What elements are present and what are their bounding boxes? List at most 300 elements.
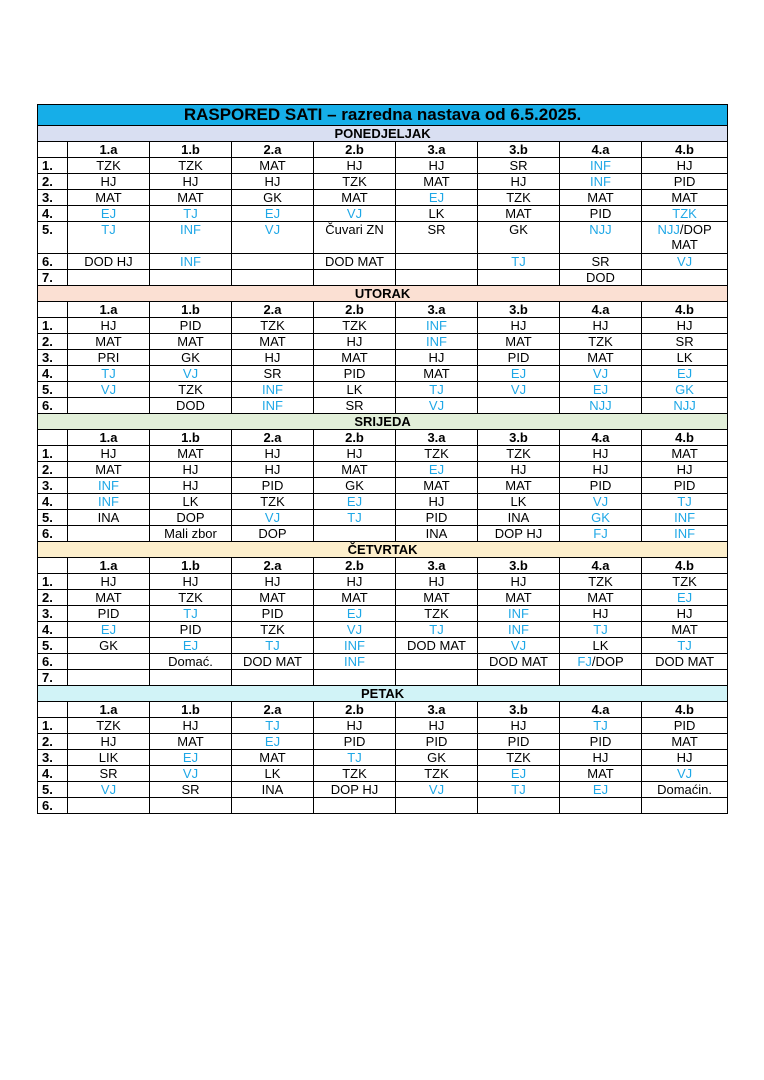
period-row [38, 334, 728, 350]
subject-text: HJ [428, 574, 445, 589]
lesson-cell [642, 526, 728, 542]
lesson-cell [478, 654, 560, 670]
subject-text: HJ [676, 606, 693, 621]
subject-text: TZK [96, 158, 121, 173]
subject-text: TZK [342, 174, 367, 189]
lesson-cell [642, 254, 728, 270]
lesson-cell [642, 798, 728, 814]
period-row [38, 590, 728, 606]
period-row [38, 798, 728, 814]
subject-text: PID [425, 734, 448, 749]
lesson-cell [560, 606, 642, 622]
subject-text: PID [261, 478, 284, 493]
lesson-cell [314, 270, 396, 286]
lesson-cell [478, 574, 560, 590]
subject-text: TZK [424, 606, 449, 621]
period-row [38, 494, 728, 510]
day-name: PONEDJELJAK [38, 126, 728, 142]
lesson-cell [150, 734, 232, 750]
subject-text: DOD MAT [243, 654, 302, 669]
subject-text: SR [591, 254, 610, 269]
lesson-cell [232, 670, 314, 686]
subject-text: PID [507, 350, 530, 365]
class-header: 1.b [150, 558, 232, 574]
subject-text: EJ [592, 382, 609, 397]
subject-text: MAT [259, 158, 286, 173]
lesson-cell [396, 462, 478, 478]
lesson-cell [150, 718, 232, 734]
subject-text: DOP [176, 510, 205, 525]
lesson-cell [68, 606, 150, 622]
subject-text: PID [343, 734, 366, 749]
subject-text: TZK [588, 574, 613, 589]
subject-text: HJ [346, 334, 363, 349]
period-number: 4. [38, 366, 68, 382]
class-header-row [38, 558, 728, 574]
subject-text: HJ [592, 750, 609, 765]
lesson-cell [232, 718, 314, 734]
lesson-cell [150, 206, 232, 222]
subject-text: MAT [259, 750, 286, 765]
subject-text: EJ [592, 782, 609, 797]
subject-text: MAT [259, 334, 286, 349]
lesson-cell [642, 382, 728, 398]
lesson-cell [478, 766, 560, 782]
lesson-cell [478, 318, 560, 334]
subject-text: NJJ [589, 398, 612, 413]
lesson-cell [232, 654, 314, 670]
lesson-cell [68, 334, 150, 350]
lesson-cell [396, 782, 478, 798]
lesson-cell [150, 526, 232, 542]
subject-text: HJ [264, 350, 281, 365]
lesson-cell [232, 574, 314, 590]
class-header: 2.b [314, 558, 396, 574]
period-number: 4. [38, 494, 68, 510]
subject-text: TZK [260, 494, 285, 509]
subject-text: TJ [347, 750, 362, 765]
subject-text: MAT [341, 590, 368, 605]
lesson-cell [314, 718, 396, 734]
lesson-cell [68, 638, 150, 654]
period-row [38, 734, 728, 750]
period-number: 1. [38, 446, 68, 462]
lesson-cell [314, 350, 396, 366]
subject-text: HJ [510, 174, 527, 189]
subject-text: GK [427, 750, 446, 765]
period-row [38, 574, 728, 590]
subject-text: HJ [510, 718, 527, 733]
subject-text: TZK [424, 446, 449, 461]
subject-text: TZK [260, 318, 285, 333]
subject-text: EJ [182, 638, 199, 653]
class-header: 3.a [396, 302, 478, 318]
subject-text: MAT [423, 366, 450, 381]
subject-text: HJ [264, 446, 281, 461]
lesson-cell [232, 366, 314, 382]
period-number: 3. [38, 750, 68, 766]
subject-text: EJ [676, 590, 693, 605]
class-header: 1.a [68, 142, 150, 158]
period-number: 1. [38, 158, 68, 174]
lesson-cell [478, 606, 560, 622]
lesson-cell [642, 462, 728, 478]
lesson-cell [68, 766, 150, 782]
lesson-cell [396, 270, 478, 286]
subject-text: LK [592, 638, 609, 653]
lesson-cell [314, 478, 396, 494]
lesson-cell [560, 382, 642, 398]
lesson-cell [232, 766, 314, 782]
lesson-cell [232, 510, 314, 526]
lesson-cell [642, 446, 728, 462]
lesson-cell [478, 670, 560, 686]
subject-text: VJ [346, 206, 363, 221]
subject-text: MAT [95, 462, 122, 477]
lesson-cell [560, 782, 642, 798]
subject-text: HJ [100, 574, 117, 589]
subject-text: INA [425, 526, 448, 541]
subject-text: HJ [264, 462, 281, 477]
subject-text: TZK [588, 334, 613, 349]
period-number: 4. [38, 622, 68, 638]
period-number: 6. [38, 798, 68, 814]
lesson-cell [314, 254, 396, 270]
period-number: 2. [38, 174, 68, 190]
subject-text: INF [98, 494, 119, 509]
lesson-cell [68, 190, 150, 206]
lesson-cell [478, 206, 560, 222]
class-header-row [38, 142, 728, 158]
lesson-cell [642, 158, 728, 174]
lesson-cell [232, 526, 314, 542]
period-number: 5. [38, 222, 68, 254]
subject-text: VJ [510, 638, 527, 653]
lesson-cell [68, 222, 150, 254]
lesson-cell [396, 574, 478, 590]
period-row [38, 526, 728, 542]
lesson-cell [68, 574, 150, 590]
subject-text: Mali zbor [164, 526, 217, 541]
subject-text: TZK [506, 750, 531, 765]
lesson-cell [150, 494, 232, 510]
day-row [38, 686, 728, 702]
lesson-cell [478, 798, 560, 814]
period-number: 6. [38, 654, 68, 670]
class-header: 3.a [396, 702, 478, 718]
period-number: 1. [38, 574, 68, 590]
lesson-cell [150, 606, 232, 622]
lesson-cell [150, 670, 232, 686]
lesson-cell [396, 606, 478, 622]
subject-text: TJ [593, 622, 608, 637]
subject-text: DOP [258, 526, 287, 541]
subject-text: GK [509, 222, 528, 237]
lesson-cell [150, 366, 232, 382]
subject-text: INA [97, 510, 120, 525]
subject-text: HJ [428, 718, 445, 733]
period-row [38, 446, 728, 462]
period-number: 7. [38, 670, 68, 686]
period-number: 3. [38, 606, 68, 622]
lesson-cell [314, 446, 396, 462]
subject-text: TJ [101, 222, 116, 237]
subject-text: HJ [182, 462, 199, 477]
lesson-cell [560, 398, 642, 414]
subject-text: HJ [510, 318, 527, 333]
lesson-cell [314, 366, 396, 382]
period-number: 5. [38, 510, 68, 526]
lesson-cell [560, 654, 642, 670]
period-row [38, 478, 728, 494]
class-header: 2.b [314, 302, 396, 318]
period-row [38, 462, 728, 478]
lesson-cell [396, 622, 478, 638]
lesson-cell [642, 222, 728, 254]
lesson-cell [232, 590, 314, 606]
lesson-cell [314, 398, 396, 414]
lesson-cell [478, 222, 560, 254]
subject-text: EJ [100, 622, 117, 637]
subject-text: INF [262, 382, 283, 397]
subject-text: GK [675, 382, 694, 397]
subject-text: GK [263, 190, 282, 205]
lesson-cell [68, 206, 150, 222]
lesson-cell [150, 382, 232, 398]
subject-text: TZK [506, 190, 531, 205]
subject-text: Čuvari ZN [325, 222, 384, 237]
lesson-cell [232, 782, 314, 798]
class-header: 4.a [560, 558, 642, 574]
lesson-cell [232, 382, 314, 398]
subject-text: DOD MAT [489, 654, 548, 669]
lesson-cell [68, 270, 150, 286]
class-header: 2.b [314, 142, 396, 158]
period-row [38, 382, 728, 398]
class-header: 1.b [150, 702, 232, 718]
period-row [38, 270, 728, 286]
lesson-cell [68, 494, 150, 510]
subject-text: INF [674, 526, 696, 541]
subject-text: EJ [676, 366, 693, 381]
subject-text: MAT [505, 334, 532, 349]
class-header-row [38, 430, 728, 446]
lesson-cell [396, 318, 478, 334]
subject-text: HJ [428, 158, 445, 173]
lesson-cell [68, 350, 150, 366]
day-name: PETAK [38, 686, 728, 702]
lesson-cell [478, 382, 560, 398]
class-header-row [38, 702, 728, 718]
lesson-cell [68, 654, 150, 670]
corner-cell [38, 142, 68, 158]
subject-text: SR [181, 782, 200, 797]
subject-text: MAT [587, 350, 614, 365]
subject-text: HJ [346, 718, 363, 733]
lesson-cell [314, 638, 396, 654]
lesson-cell [642, 670, 728, 686]
lesson-cell [314, 590, 396, 606]
lesson-cell [150, 398, 232, 414]
lesson-cell [68, 510, 150, 526]
lesson-cell [232, 622, 314, 638]
subject-text: PID [589, 478, 612, 493]
lesson-cell [560, 798, 642, 814]
lesson-cell [478, 334, 560, 350]
subject-text: DOD [586, 270, 615, 285]
day-row [38, 286, 728, 302]
subject-text: HJ [592, 606, 609, 621]
subject-text: EJ [428, 190, 445, 205]
subject-text: Domać. [168, 654, 213, 669]
class-header: 4.a [560, 430, 642, 446]
subject-text: HJ [182, 718, 199, 733]
lesson-cell [314, 750, 396, 766]
class-header: 3.b [478, 558, 560, 574]
period-number: 5. [38, 782, 68, 798]
subject-text: HJ [592, 446, 609, 461]
lesson-cell [478, 718, 560, 734]
lesson-cell [232, 270, 314, 286]
lesson-cell [560, 526, 642, 542]
lesson-cell [314, 798, 396, 814]
class-header: 1.b [150, 302, 232, 318]
lesson-cell [68, 718, 150, 734]
class-header-row [38, 302, 728, 318]
class-header: 2.b [314, 702, 396, 718]
lesson-cell [68, 670, 150, 686]
period-row [38, 670, 728, 686]
subject-text: HJ [428, 350, 445, 365]
period-row [38, 718, 728, 734]
subject-text: LK [676, 350, 693, 365]
subject-text: INF [262, 398, 283, 413]
subject-text: INF [674, 510, 696, 525]
subject-text: DOP HJ [494, 526, 543, 541]
lesson-cell [232, 606, 314, 622]
subject-text: GK [181, 350, 200, 365]
corner-cell [38, 702, 68, 718]
class-header: 2.a [232, 558, 314, 574]
lesson-cell [642, 334, 728, 350]
lesson-cell [150, 446, 232, 462]
lesson-cell [396, 494, 478, 510]
subject-text: TJ [347, 510, 362, 525]
subject-text: INF [426, 334, 447, 349]
lesson-cell [560, 638, 642, 654]
subject-text: HJ [676, 158, 693, 173]
lesson-cell [68, 254, 150, 270]
lesson-cell [314, 206, 396, 222]
subject-text: VJ [264, 222, 281, 237]
subject-text: MAT [671, 190, 698, 205]
lesson-cell [478, 158, 560, 174]
lesson-cell [478, 398, 560, 414]
lesson-cell [314, 766, 396, 782]
lesson-cell [478, 462, 560, 478]
lesson-cell [150, 782, 232, 798]
lesson-cell [314, 494, 396, 510]
subject-text: HJ [346, 446, 363, 461]
day-row [38, 414, 728, 430]
period-row [38, 366, 728, 382]
timetable-title: RASPORED SATI – razredna nastava od 6.5.2025. [38, 105, 728, 126]
subject-text: MAT [671, 446, 698, 461]
subject-text: INF [590, 174, 611, 189]
period-number: 2. [38, 462, 68, 478]
corner-cell [38, 430, 68, 446]
subject-text: MAT [177, 190, 204, 205]
subject-text: VJ [592, 494, 609, 509]
lesson-cell [150, 350, 232, 366]
lesson-cell [150, 638, 232, 654]
period-number: 6. [38, 254, 68, 270]
lesson-cell [232, 190, 314, 206]
lesson-cell [68, 446, 150, 462]
lesson-cell [150, 622, 232, 638]
lesson-cell [560, 222, 642, 254]
lesson-cell [150, 222, 232, 254]
period-row [38, 654, 728, 670]
lesson-cell [642, 350, 728, 366]
subject-text: EJ [510, 366, 527, 381]
lesson-cell [68, 750, 150, 766]
lesson-cell [478, 590, 560, 606]
lesson-cell [642, 654, 728, 670]
lesson-cell [478, 526, 560, 542]
lesson-cell [478, 494, 560, 510]
subject-text: DOP HJ [330, 782, 379, 797]
subject-text: TJ [511, 782, 526, 797]
lesson-cell [150, 174, 232, 190]
lesson-cell [150, 462, 232, 478]
lesson-cell [560, 270, 642, 286]
lesson-cell [560, 734, 642, 750]
subject-text: MAT [95, 190, 122, 205]
subject-text: TJ [265, 718, 280, 733]
class-header: 2.b [314, 430, 396, 446]
lesson-cell [68, 782, 150, 798]
subject-text: HJ [346, 158, 363, 173]
subject-text: Domaćin. [657, 782, 713, 797]
class-header: 4.b [642, 302, 728, 318]
lesson-cell [314, 382, 396, 398]
subject-text: MAT [505, 590, 532, 605]
lesson-cell [478, 510, 560, 526]
lesson-cell [560, 590, 642, 606]
period-row [38, 222, 728, 254]
class-header: 4.a [560, 302, 642, 318]
lesson-cell [396, 254, 478, 270]
lesson-cell [314, 190, 396, 206]
lesson-cell [396, 158, 478, 174]
period-row [38, 398, 728, 414]
lesson-cell [232, 798, 314, 814]
period-number: 4. [38, 206, 68, 222]
subject-text: TJ [677, 494, 692, 509]
subject-text: SR [263, 366, 282, 381]
class-header: 3.b [478, 142, 560, 158]
subject-text: MAT [423, 590, 450, 605]
subject-text: MAT [505, 478, 532, 493]
period-number: 2. [38, 590, 68, 606]
lesson-cell [68, 622, 150, 638]
class-header: 1.b [150, 142, 232, 158]
subject-text: TJ [183, 206, 198, 221]
subject-text: GK [591, 510, 610, 525]
lesson-cell [68, 798, 150, 814]
period-row [38, 782, 728, 798]
